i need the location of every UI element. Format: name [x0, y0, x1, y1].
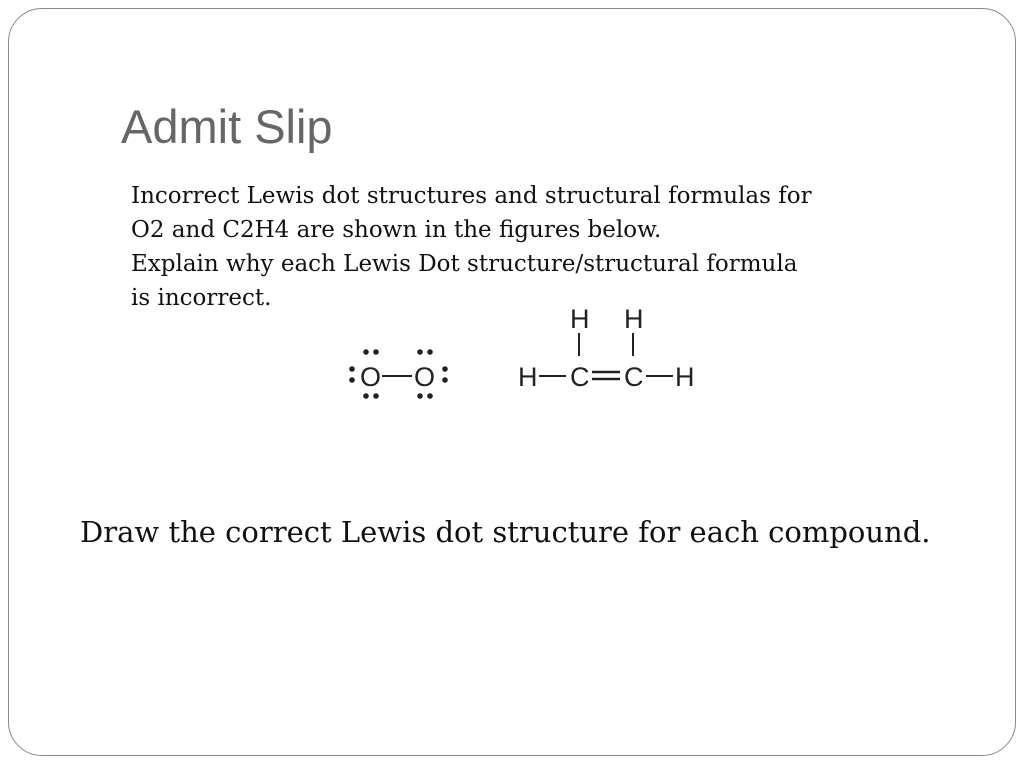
c2h4-structural-formula — [518, 304, 695, 392]
instructions-line-2: O2 and C2H4 are shown in the figures below. — [131, 217, 662, 243]
o2-atom-left: O — [360, 362, 382, 392]
structures-figure — [330, 300, 710, 410]
instructions-line-4: is incorrect. — [131, 285, 272, 311]
c2h4-c-left: C — [570, 362, 590, 392]
instructions-line-1: Incorrect Lewis dot structures and structural formulas for — [131, 183, 812, 209]
slide-title: Admit Slip — [121, 100, 333, 153]
c2h4-h-right: H — [675, 362, 695, 392]
instructions-text — [131, 179, 871, 315]
c2h4-h-left: H — [518, 362, 538, 392]
c2h4-h-top-right: H — [624, 304, 644, 334]
structures-svg — [330, 300, 710, 410]
instructions-line-3: Explain why each Lewis Dot structure/structural formula — [131, 251, 798, 277]
o2-lewis-structure — [349, 349, 448, 399]
o2-atom-right: O — [414, 362, 436, 392]
draw-prompt: Draw the correct Lewis dot structure for each compound. — [80, 515, 931, 549]
c2h4-h-top-left: H — [570, 304, 590, 334]
c2h4-c-right: C — [624, 362, 644, 392]
